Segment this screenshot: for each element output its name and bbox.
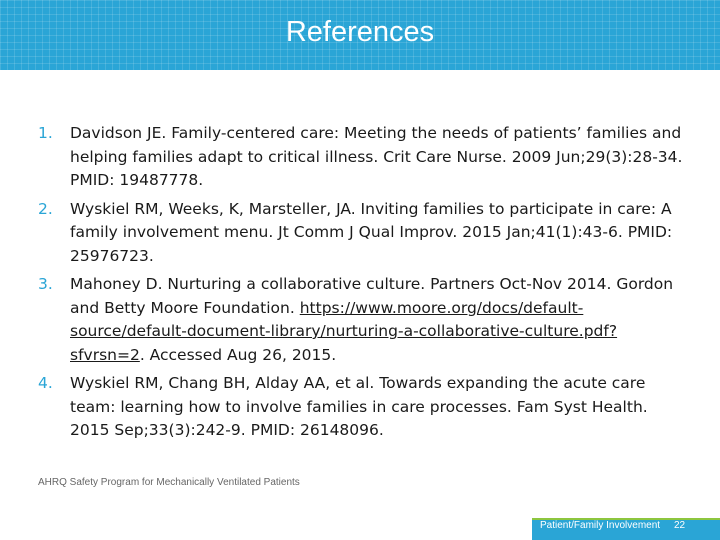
reference-number: 3.: [38, 275, 53, 293]
reference-item-1: [38, 122, 688, 193]
reference-item-4: [38, 372, 688, 443]
reference-item-3: [38, 273, 688, 367]
footer-program-name: AHRQ Safety Program for Mechanically Ventilated Patients: [38, 477, 300, 488]
reference-item-2: [38, 198, 688, 269]
footer-section-name: Patient/Family Involvement: [540, 520, 661, 531]
reference-text: Wyskiel RM, Chang BH, Alday AA, et al. Towards expanding the acute care team: learning how to involve families in care processes. Fam Syst Health. 2015 Sep;33(3):242-9. PMID: 26148096.: [70, 374, 648, 439]
slide-title: References: [285, 16, 435, 48]
reference-number: 2.: [38, 199, 53, 218]
page-number: 22: [674, 520, 686, 531]
reference-text: Davidson JE. Family-centered care: Meeting the needs of patients’ families and helping families adapt to critical illness. Crit Care Nurse. 2009 Jun;29(3):28-34. PMID: 19487778.: [70, 124, 683, 189]
reference-link[interactable]: https://www.moore.org/docs/default-source/default-document-library/nurturing-a-collaborative-culture.pdf?sfvrsn=2: [70, 298, 618, 364]
reference-text: Wyskiel RM, Weeks, K, Marsteller, JA. Inviting families to participate in care: A family involvement menu. Jt Comm J Qual Improv. 2015 Jan;41(1):43-6. PMID: 25976723.: [70, 199, 673, 265]
reference-number: 1.: [38, 124, 53, 142]
reference-text-suffix: . Accessed Aug 26, 2015.: [139, 345, 337, 364]
reference-number: 4.: [38, 374, 53, 392]
reference-text: Mahoney D. Nurturing a collaborative culture. Partners Oct-Nov 2014. Gordon and Betty Moore Foundation.: [70, 275, 674, 317]
reference-list: [38, 122, 688, 448]
